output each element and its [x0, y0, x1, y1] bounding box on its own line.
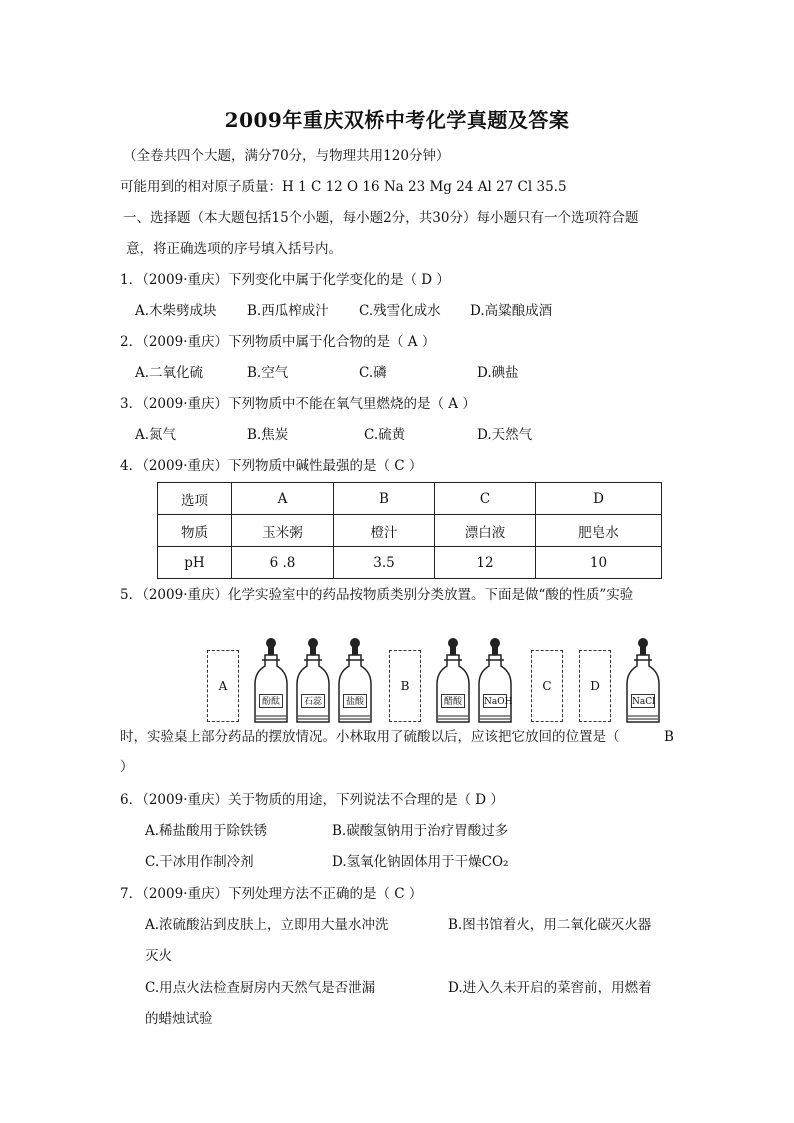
atomic-masses: 可能用到的相对原子质量：H 1 C 12 O 16 Na 23 Mg 24 Al 27 Cl 35.5: [120, 179, 567, 195]
bottle-label: 盐酸: [343, 694, 367, 708]
bottle-label: NaCl: [631, 694, 655, 708]
q3-option-a: A.氮气: [135, 427, 177, 443]
table-cell: 物质: [158, 515, 232, 547]
table-cell: 3.5: [334, 547, 435, 579]
section-heading-line2: 意，将正确选项的序号填入括号内。: [126, 241, 342, 257]
position-box-b: B: [389, 650, 421, 722]
reagent-shelf-figure: [205, 636, 665, 724]
table-cell: D: [536, 483, 662, 515]
q5-stem: 5．（2009·重庆）化学实验室中的药品按物质类别分类放置。下面是做“酸的性质”实验: [120, 587, 634, 603]
bottle-label: 醋酸: [441, 694, 465, 708]
table-cell: A: [232, 483, 334, 515]
q7-option-b: B.图书馆着火，用二氧化碳灭火器: [448, 917, 652, 933]
document-title: 2009年重庆双桥中考化学真题及答案: [224, 108, 570, 132]
q5-continuation: 时，实验桌上部分药品的摆放情况。小林取用了硫酸以后，应该把它放回的位置是（: [120, 729, 620, 745]
q7-option-d: D.进入久未开启的菜窖前，用燃着: [448, 980, 652, 996]
q6-option-a: A.稀盐酸用于除铁锈: [145, 823, 268, 839]
q2-option-c: C.磷: [359, 365, 387, 381]
bottle-icon: [337, 636, 373, 724]
table-cell: 漂白液: [435, 515, 536, 547]
q4-stem: 4．（2009·重庆）下列物质中碱性最强的是（ C ）: [120, 458, 423, 474]
q2-option-b: B.空气: [247, 365, 289, 381]
bottle-label: 酚酞: [259, 694, 283, 708]
table-cell: B: [334, 483, 435, 515]
reagent-bottle: [435, 636, 471, 724]
reagent-bottle: [253, 636, 289, 724]
table-row: [158, 483, 662, 515]
bottle-icon: [625, 636, 661, 724]
q6-option-d: D.氢氧化钠固体用于干燥CO₂: [332, 854, 509, 870]
position-box-c: C: [531, 650, 563, 722]
q5-closing-paren: ）: [120, 759, 134, 775]
table-cell: 10: [536, 547, 662, 579]
q1-option-d: D.高粱酿成酒: [470, 303, 553, 319]
table-cell: 6 .8: [232, 547, 334, 579]
q2-option-a: A.二氧化硫: [135, 365, 204, 381]
bottle-icon: [295, 636, 331, 724]
reagent-bottle: [625, 636, 661, 724]
q6-option-b: B.碳酸氢钠用于治疗胃酸过多: [332, 823, 509, 839]
exam-note: （全卷共四个大题，满分70分，与物理共用120分钟）: [123, 148, 450, 164]
reagent-bottle: [477, 636, 513, 724]
table-cell: 12: [435, 547, 536, 579]
position-box-d: D: [579, 650, 611, 722]
position-box-a: A: [207, 650, 239, 722]
bottle-icon: [477, 636, 513, 724]
bottle-icon: [253, 636, 289, 724]
reagent-bottle: [337, 636, 373, 724]
q3-stem: 3．（2009·重庆）下列物质中不能在氧气里燃烧的是（ A ）: [120, 396, 476, 412]
reagent-bottle: [295, 636, 331, 724]
q1-stem: 1．（2009·重庆）下列变化中属于化学变化的是（ D ）: [120, 272, 450, 288]
q3-option-d: D.天然气: [477, 427, 533, 443]
table-cell: 橙汁: [334, 515, 435, 547]
q7-option-a: A.浓硫酸沾到皮肤上，立即用大量水冲洗: [145, 917, 389, 933]
q6-option-c: C.干冰用作制冷剂: [145, 854, 254, 870]
table-cell: 玉米粥: [232, 515, 334, 547]
q7-option-c: C.用点火法检查厨房内天然气是否泄漏: [145, 980, 376, 996]
ph-table: [157, 482, 662, 579]
section-heading-line1: 一、选择题（本大题包括15个小题，每小题2分，共30分）每小题只有一个选项符合题: [123, 210, 639, 226]
q7-option-b-wrap: 灭火: [145, 948, 172, 964]
bottle-icon: [435, 636, 471, 724]
q1-option-a: A.木柴劈成块: [135, 303, 217, 319]
q2-option-d: D.碘盐: [477, 365, 519, 381]
q7-option-d-wrap: 的蜡烛试验: [145, 1011, 213, 1027]
bottle-label: NaOH: [483, 694, 507, 708]
q5-answer: B: [664, 729, 674, 745]
q3-option-c: C.硫黄: [364, 427, 406, 443]
table-row: [158, 515, 662, 547]
table-cell: 肥皂水: [536, 515, 662, 547]
q3-option-b: B.焦炭: [247, 427, 289, 443]
table-cell: 选项: [158, 483, 232, 515]
q1-option-c: C.残雪化成水: [359, 303, 441, 319]
q6-stem: 6．（2009·重庆）关于物质的用途，下列说法不合理的是（ D ）: [120, 792, 504, 808]
q1-option-b: B.西瓜榨成汁: [247, 303, 329, 319]
table-cell: pH: [158, 547, 232, 579]
table-cell: C: [435, 483, 536, 515]
q7-stem: 7．（2009·重庆）下列处理方法不正确的是（ C ）: [120, 886, 423, 902]
bottle-label: 石蕊: [301, 694, 325, 708]
q2-stem: 2．（2009·重庆）下列物质中属于化合物的是（ A ）: [120, 334, 436, 350]
table-row: [158, 547, 662, 579]
